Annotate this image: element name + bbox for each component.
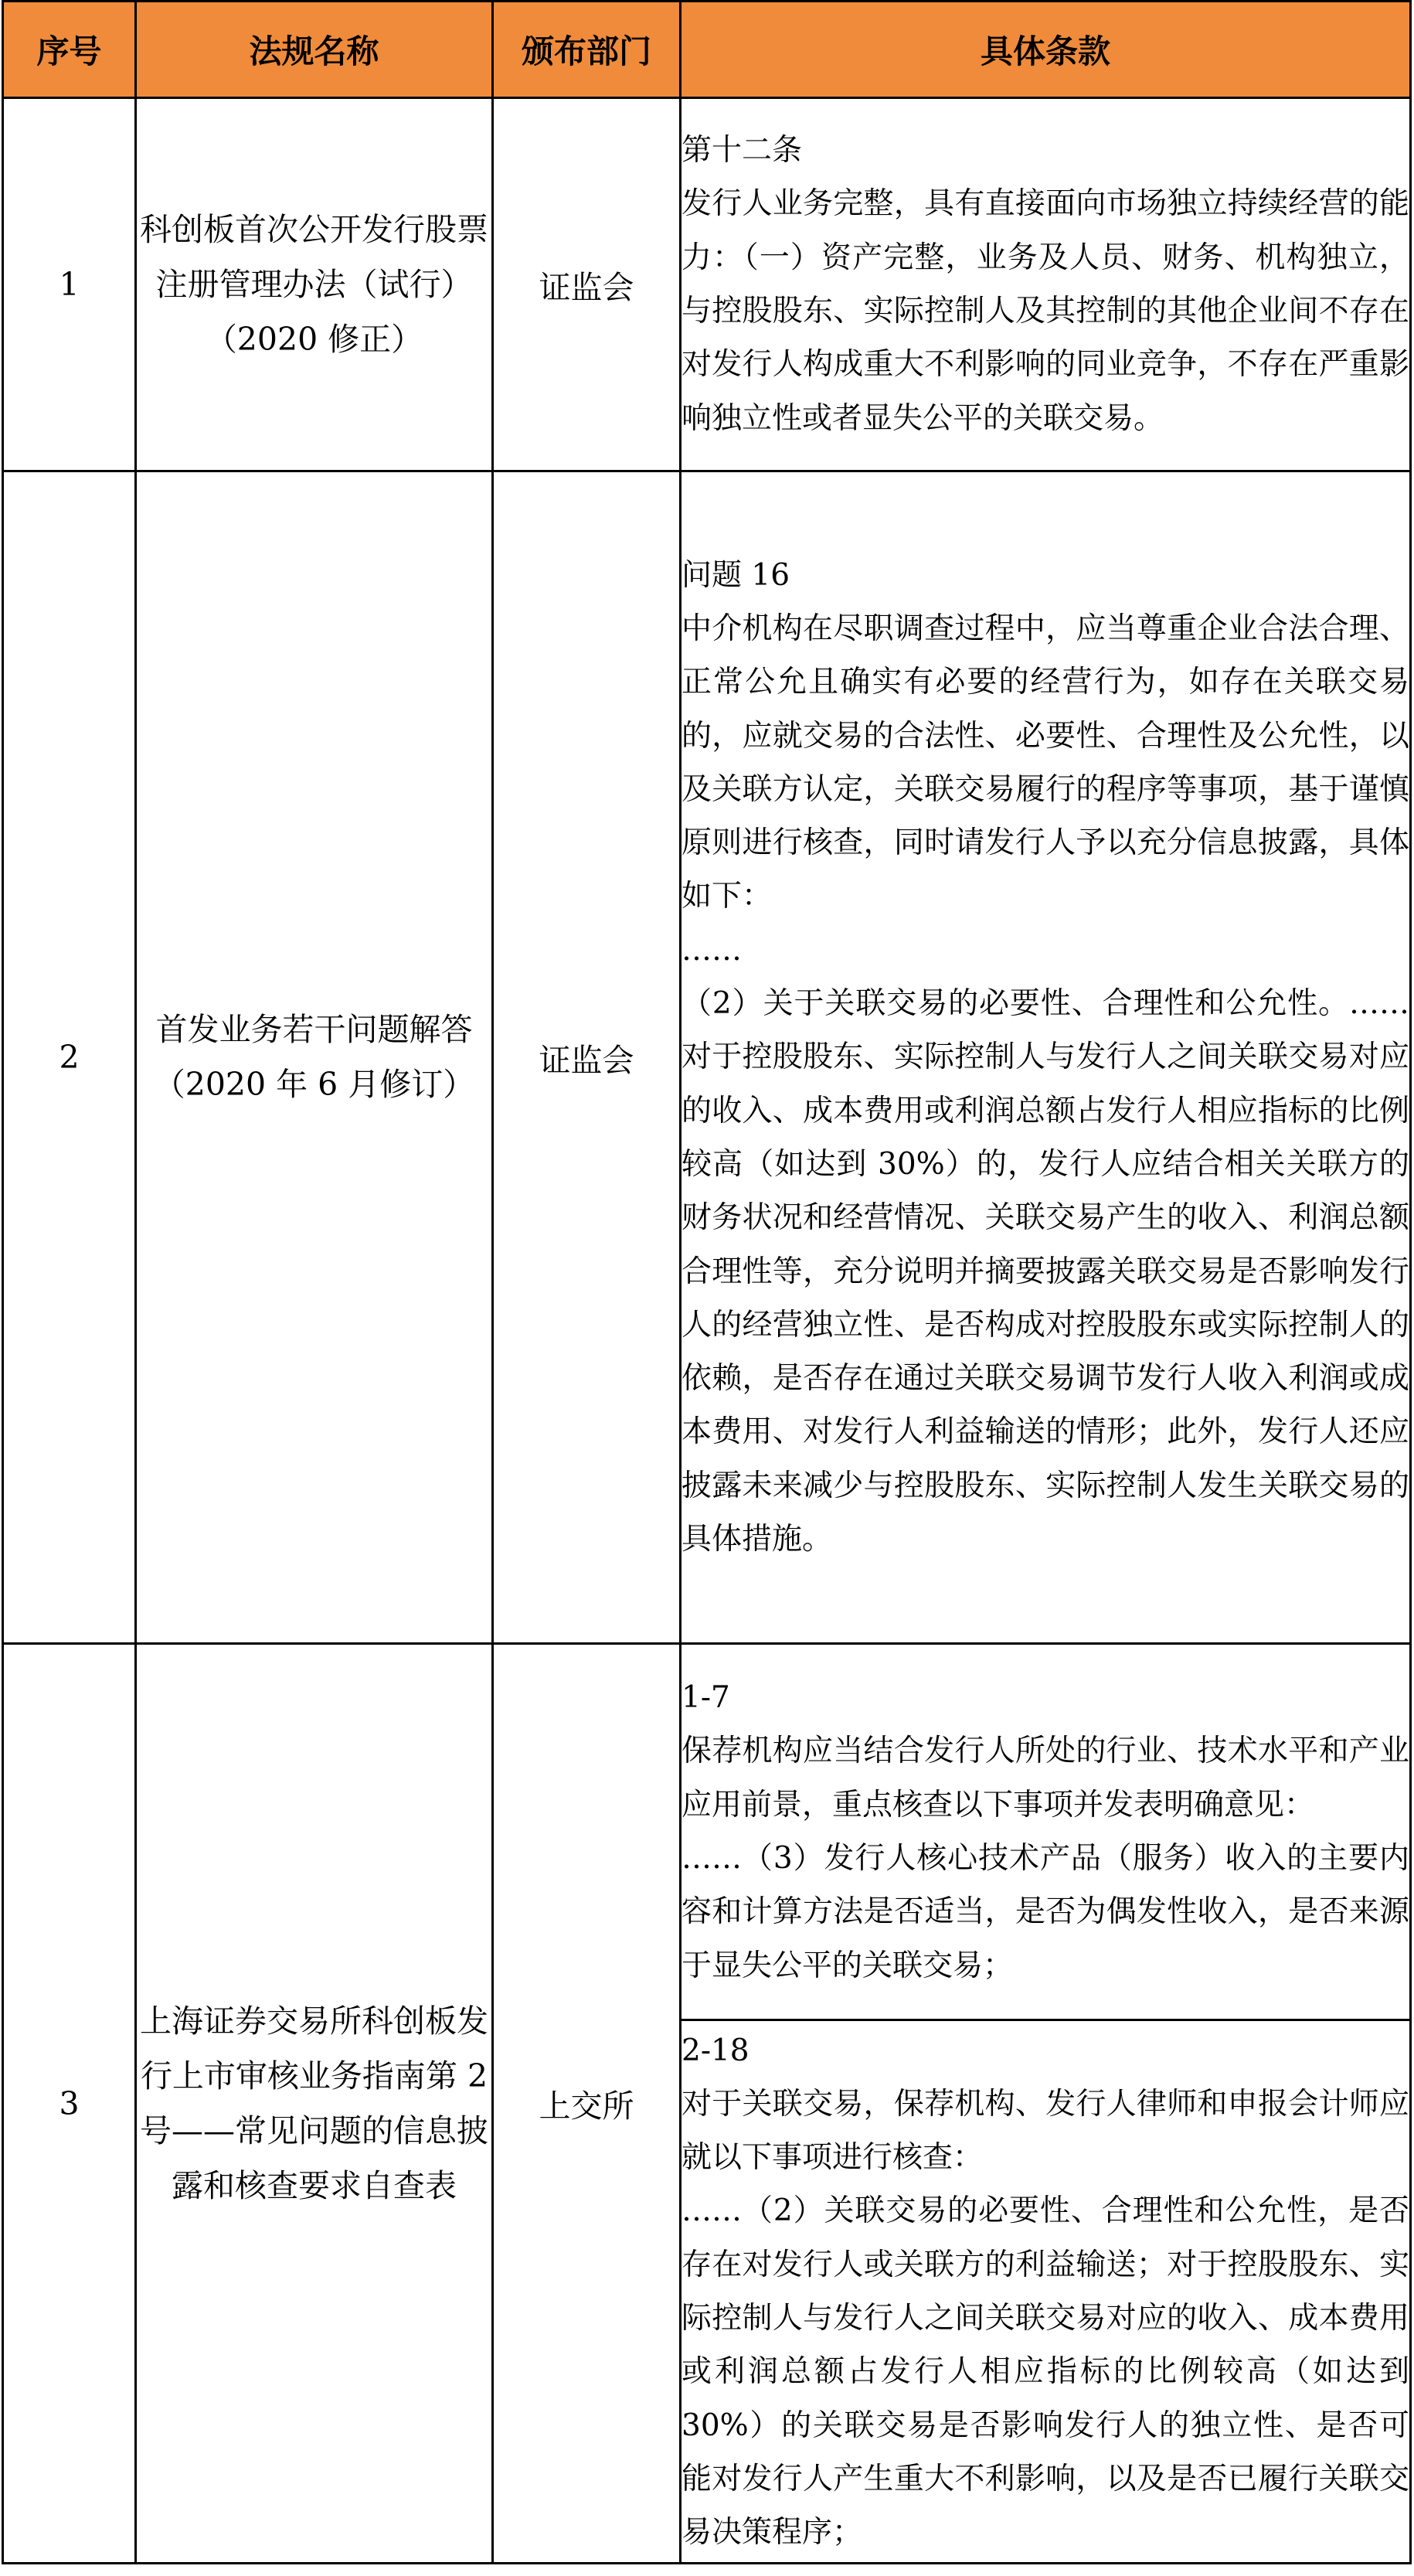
- clause-title: 第十二条: [682, 133, 803, 168]
- clause-cell: [681, 1644, 1411, 2020]
- clause-title: 1-7: [682, 1680, 730, 1716]
- header-no: 序号: [3, 2, 136, 98]
- clause-title: 问题 16: [682, 557, 790, 593]
- issuing-department: 证监会: [493, 471, 681, 1644]
- row-number: 2: [3, 471, 136, 1644]
- regulation-name: 科创板首次公开发行股票注册管理办法（试行）（2020 修正）: [136, 98, 493, 471]
- clause-cell: [681, 471, 1411, 1644]
- issuing-department: 证监会: [493, 98, 681, 471]
- clause-body: 保荐机构应当结合发行人所处的行业、技术水平和产业应用前景，重点核查以下事项并发表明确意见：: [682, 1734, 1409, 1822]
- clause-body-continued: ……（2）关联交易的必要性、合理性和公允性，是否存在对发行人或关联方的利益输送；对于控股股东、实际控制人与发行人之间关联交易对应的收入、成本费用或利润总额占发行人相应指标的比例较高（如达到 30%）的关联交易是否影响发行人的独立性、是否可能对发行人产生重大不利影响，以及是否已履行关联交易决策程序；: [682, 2193, 1409, 2550]
- clause-ellipsis: ……: [682, 932, 742, 968]
- clause-body: 对于关联交易，保荐机构、发行人律师和申报会计师应就以下事项进行核查：: [682, 2086, 1409, 2176]
- clause-body: 发行人业务完整，具有直接面向市场独立持续经营的能力：（一）资产完整，业务及人员、财务、机构独立，与控股股东、实际控制人及其控制的其他企业间不存在对发行人构成重大不利影响的同业竞争，不存在严重影响独立性或者显失公平的关联交易。: [682, 186, 1409, 436]
- regulation-name: 首发业务若干问题解答（2020 年 6 月修订）: [136, 471, 493, 1644]
- row-number: 3: [3, 1644, 136, 2564]
- table-row: [3, 98, 1411, 471]
- clause-body: 中介机构在尽职调查过程中，应当尊重企业合法合理、正常公允且确实有必要的经营行为，如存在关联交易的，应就交易的合法性、必要性、合理性及公允性，以及关联方认定，关联交易履行的程序等事项，基于谨慎原则进行核查，同时请发行人予以充分信息披露，具体如下：: [682, 611, 1409, 914]
- table-row: [3, 471, 1411, 1644]
- clause-cell: [681, 98, 1411, 471]
- clause-body-continued: （2）关于关联交易的必要性、合理性和公允性。……对于控股股东、实际控制人与发行人之间关联交易对应的收入、成本费用或利润总额占发行人相应指标的比例较高（如达到 30%）的，发行人应结合相关关联方的财务状况和经营情况、关联交易产生的收入、利润总额合理性等，充分说明并摘要披露关联交易是否影响发行人的经营独立性、是否构成对控股股东或实际控制人的依赖，是否存在通过关联交易调节发行人收入利润或成本费用、对发行人利益输送的情形；此外，发行人还应披露未来减少与控股股东、实际控制人发生关联交易的具体措施。: [682, 986, 1409, 1557]
- header-dept: 颁布部门: [493, 2, 681, 98]
- table-header-row: [3, 2, 1411, 98]
- issuing-department: 上交所: [493, 1644, 681, 2564]
- table-row: [3, 1644, 1411, 2020]
- clause-cell: [681, 2020, 1411, 2564]
- regulation-name: 上海证券交易所科创板发行上市审核业务指南第 2 号——常见问题的信息披露和核查要求自查表: [136, 1644, 493, 2564]
- row-number: 1: [3, 98, 136, 471]
- clause-body-continued: ……（3）发行人核心技术产品（服务）收入的主要内容和计算方法是否适当，是否为偶发性收入，是否来源于显失公平的关联交易；: [682, 1841, 1409, 1983]
- header-clause: 具体条款: [681, 2, 1411, 98]
- regulation-table: [2, 0, 1412, 2564]
- header-name: 法规名称: [136, 2, 493, 98]
- clause-title: 2-18: [682, 2033, 749, 2068]
